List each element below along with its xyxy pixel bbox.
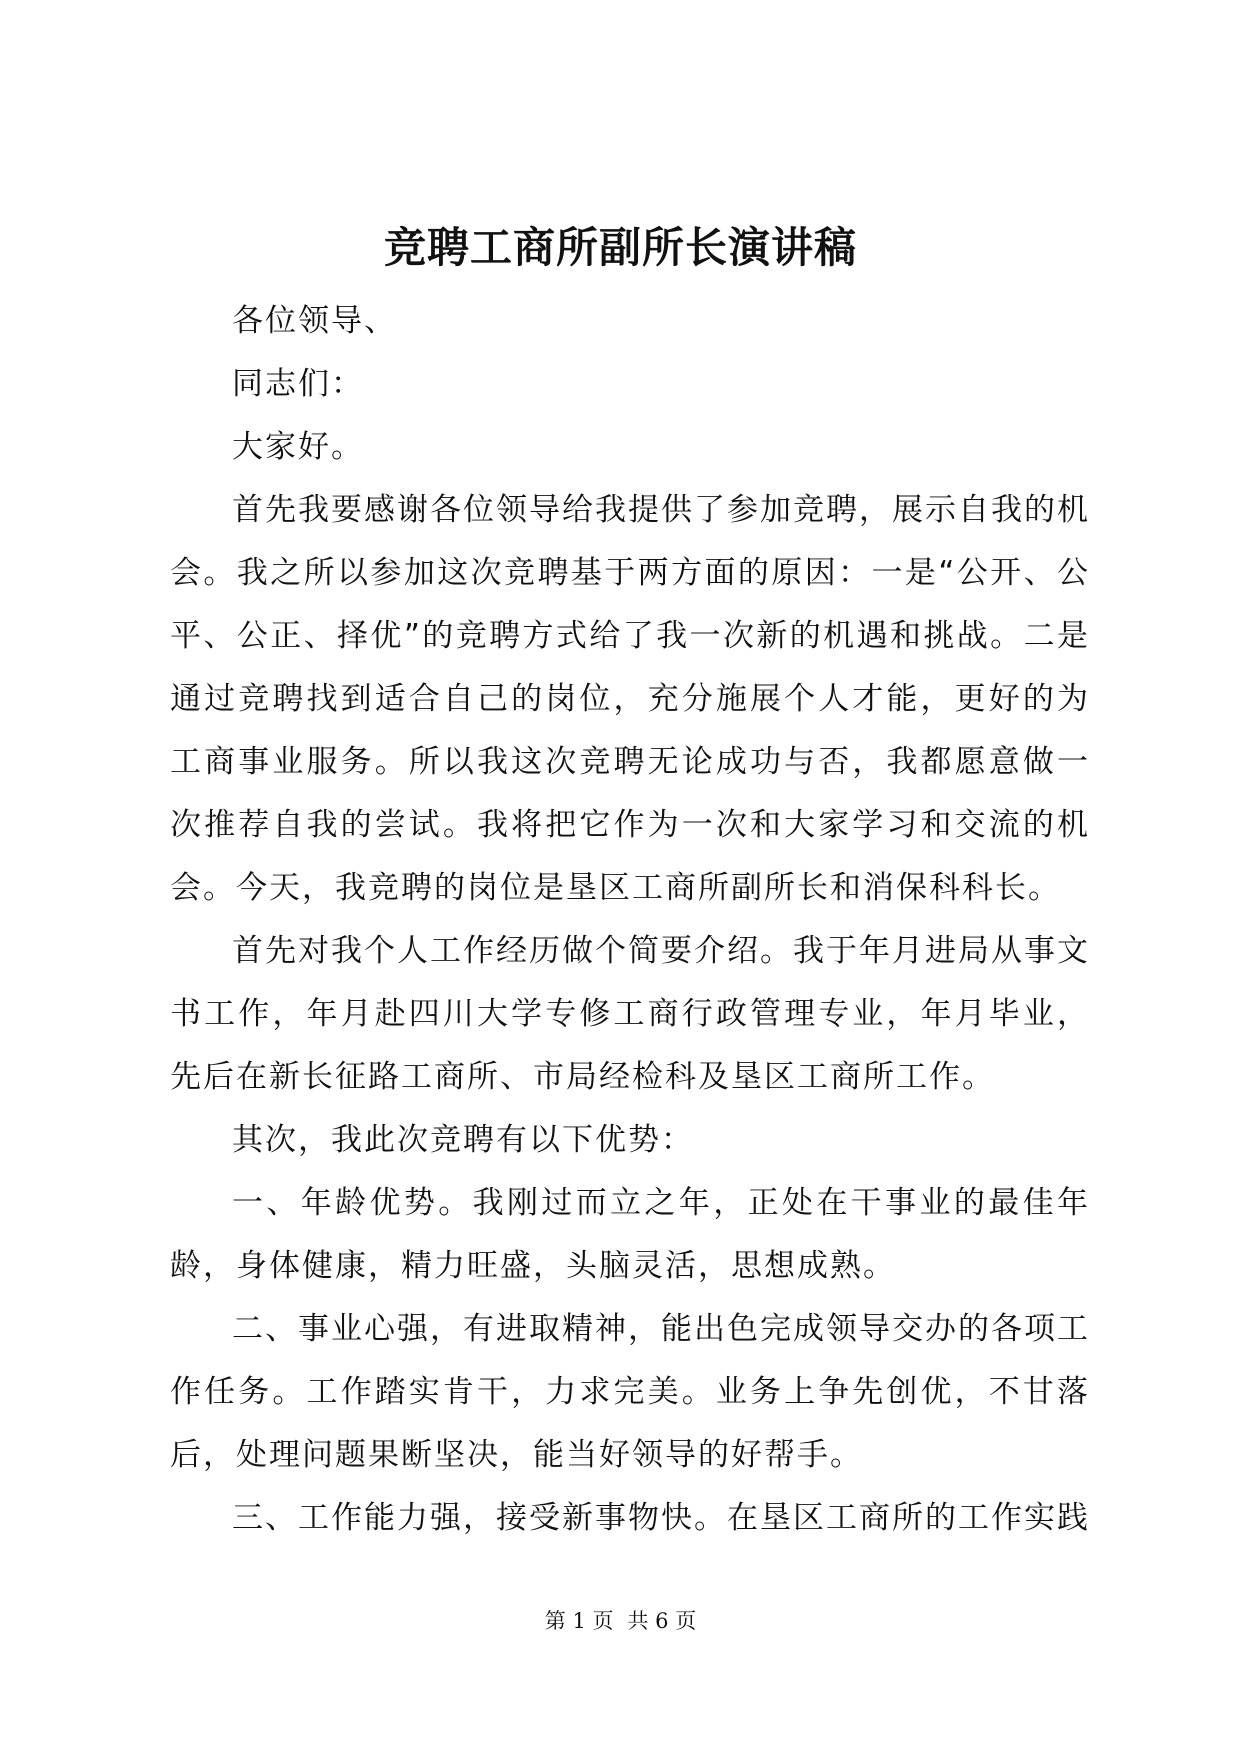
page-number: 第 1 页 [544,1609,614,1633]
page-footer [0,1606,1241,1636]
paragraph-advantage-3: 三、工作能力强，接受新事物快。在垦区工商所的工作实践 [232,1500,1090,1536]
paragraph-advantages-heading: 其次，我此次竞聘有以下优势： [232,1122,694,1158]
paragraph-intro: 首先我要感谢各位领导给我提供了参加竞聘，展示自我的机会。我之所以参加这次竞聘基于两方面的原因：一是“公开、公平、公正、择优”的竞聘方式给了我一次新的机遇和挑战。二是通过竞聘找到适合自己的岗位，充分施展个人才能，更好的为工商事业服务。所以我这次竞聘无论成功与否，我都愿意做一次推荐自我的尝试。我将把它作为一次和大家学习和交流的机会。今天，我竞聘的岗位是垦区工商所副所长和消保科科长。 [170,492,1090,906]
paragraph-experience: 首先对我个人工作经历做个简要介绍。我于年月进局从事文书工作，年月赴四川大学专修工商行政管理专业，年月毕业，先后在新长征路工商所、市局经检科及垦区工商所工作。 [170,933,1090,1095]
paragraph-advantage-1: 一、年龄优势。我刚过而立之年，正处在干事业的最佳年龄，身体健康，精力旺盛，头脑灵活，思想成熟。 [170,1185,1090,1284]
paragraph-advantage-2: 二、事业心强，有进取精神，能出色完成领导交办的各项工作任务。工作踏实肯干，力求完美。业务上争先创优，不甘落后，处理问题果断坚决，能当好领导的好帮手。 [170,1311,1090,1473]
paragraph-salutation-1: 各位领导、 [232,303,397,339]
document-title: 竞聘工商所副所长演讲稿 [383,223,857,272]
paragraph-greeting: 大家好。 [232,429,364,465]
page-total: 共 6 页 [627,1609,697,1633]
document-body [170,290,1090,1550]
paragraph-salutation-2: 同志们： [232,366,364,402]
